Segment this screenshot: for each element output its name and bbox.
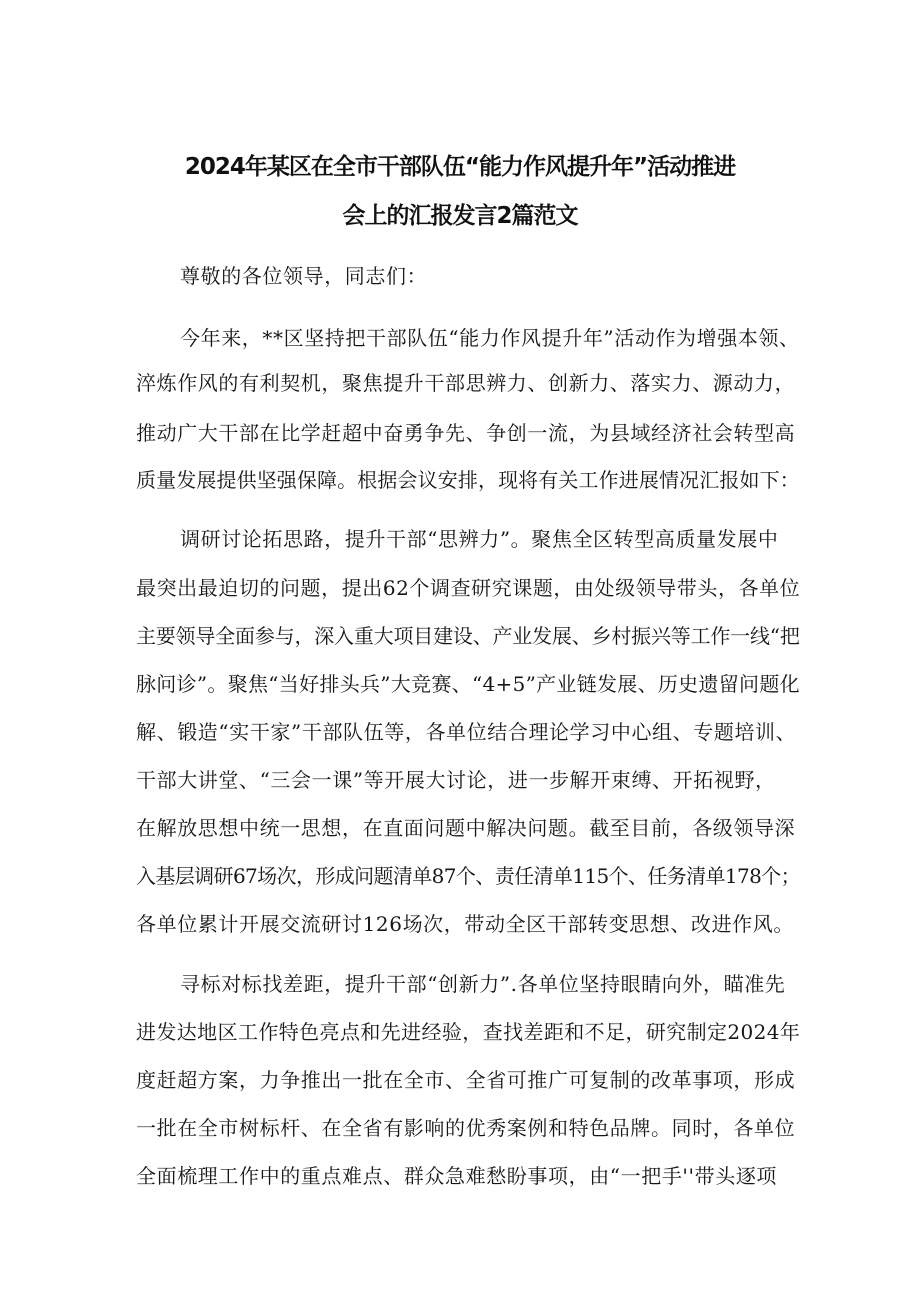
paragraph-2-line-6: 干部大讲堂、“三会一课”等开展大讨论，进一步解开束缚、开拓视野， xyxy=(136,768,776,792)
paragraph-2-line-2: 最突出最迫切的问题，提出62个调查研究课题，由处级领导带头，各单位 xyxy=(136,576,801,600)
paragraph-3-line-2: 进发达地区工作特色亮点和先进经验，查找差距和不足，研究制定2024年 xyxy=(136,1020,801,1044)
paragraph-2-line-3: 主要领导全面参与，深入重大项目建设、产业发展、乡村振兴等工作一线“把 xyxy=(136,624,800,648)
paragraph-3-line-5: 全面梳理工作中的重点难点、群众急难愁盼事项，由“一把手''带头逐项 xyxy=(136,1164,778,1188)
paragraph-2-line-7: 在解放思想中统一思想，在直面问题中解决问题。截至目前，各级领导深 xyxy=(136,816,796,840)
paragraph-1-line-2: 淬炼作风的有利契机，聚焦提升干部思辨力、创新力、落实力、源动力， xyxy=(136,371,796,395)
paragraph-2-line-8: 入基层调研67场次，形成问题清单87个、责任清单115个、任务清单178个； xyxy=(136,864,801,888)
paragraph-3-line-3: 度赶超方案，力争推出一批在全市、全省可推广可复制的改革事项，形成 xyxy=(136,1068,796,1092)
salutation: 尊敬的各位领导，同志们： xyxy=(180,264,428,288)
paragraph-3-line-1: 寻标对标找差距，提升干部“创新力”.各单位坚持眼睛向外，瞄准先 xyxy=(180,972,786,996)
paragraph-2-line-5: 解、锻造“实干家”干部队伍等，各单位结合理论学习中心组、专题培训、 xyxy=(136,720,797,744)
paragraph-1-line-3: 推动广大干部在比学赶超中奋勇争先、争创一流，为县域经济社会转型高 xyxy=(136,421,796,445)
paragraph-1-line-1: 今年来，**区坚持把干部队伍“能力作风提升年”活动作为增强本领、 xyxy=(180,326,800,350)
document-title-line-2: 会上的汇报发言2篇范文 xyxy=(342,203,578,229)
document-title-line-1: 2024年某区在全市干部队伍“能力作风提升年”活动推进 xyxy=(184,154,736,180)
paragraph-2-line-4: 脉问诊”。聚焦“当好排头兵”大竞赛、“4+5”产业链发展、历史遗留问题化 xyxy=(136,672,800,696)
paragraph-1-line-4: 质量发展提供坚强保障。根据会议安排，现将有关工作进展情况汇报如下： xyxy=(136,468,800,492)
paragraph-2-line-9: 各单位累计开展交流研讨126场次，带动全区干部转变思想、改进作风。 xyxy=(136,912,794,936)
paragraph-2-line-1: 调研讨论拓思路，提升干部“思辨力”。聚焦全区转型高质量发展中 xyxy=(180,527,779,551)
paragraph-3-line-4: 一批在全市树标杆、在全省有影响的优秀案例和特色品牌。同时，各单位 xyxy=(136,1116,796,1140)
